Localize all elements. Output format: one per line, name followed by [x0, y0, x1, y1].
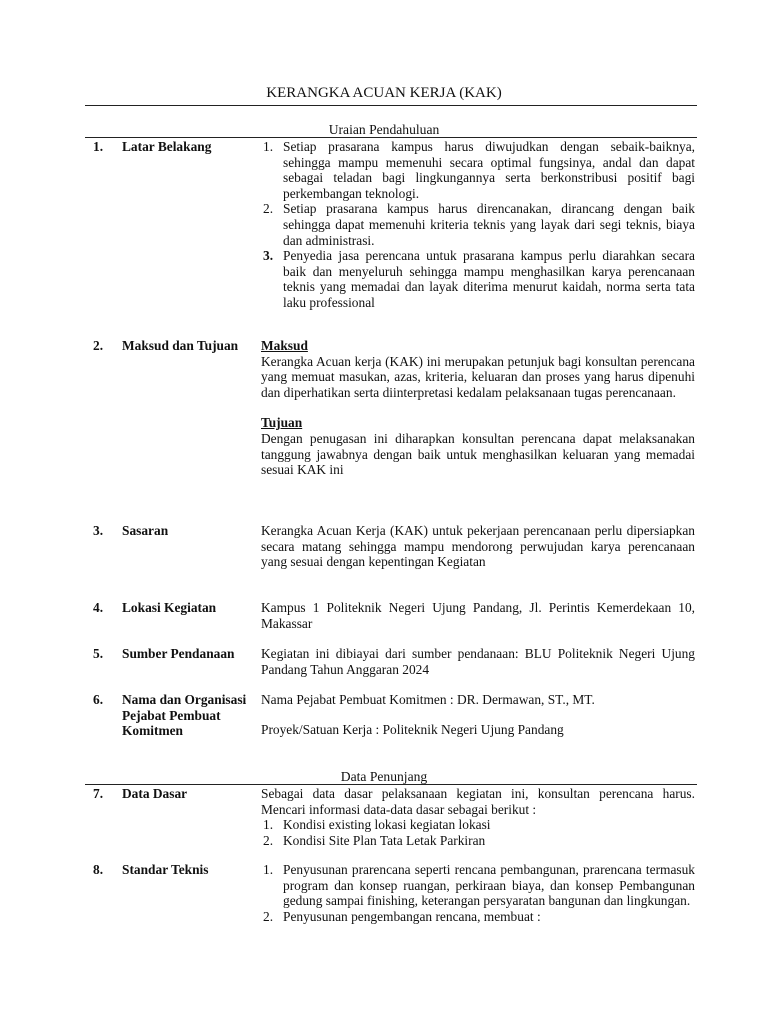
- row-number: 4.: [93, 600, 104, 615]
- data-dasar-text: Sebagai data dasar pelaksanaan kegiatan ini, konsultan perencana harus. Mencari informasi data-data dasar sebagai berikut :: [261, 786, 695, 817]
- list-item-text: Setiap prasarana kampus harus diwujudkan dengan sebaik-baiknya, sehingga mampu memenuhi secara optimal fungsinya, andal dan dapat sebagai teladan bagi lingkungannya serta berkonstribusi positif bagi perkembangan teknologi.: [283, 139, 695, 201]
- list-marker: 1.: [263, 139, 274, 154]
- row-content: [261, 646, 695, 677]
- list-item: [261, 248, 695, 310]
- sasaran-text: Kerangka Acuan Kerja (KAK) untuk pekerjaan perencanaan perlu dipersiapkan secara matang sehingga mampu mendorong perwujudan karya perencanaan yang sesuai dengan kepentingan Kegiatan: [261, 523, 695, 570]
- list-item: [261, 139, 695, 201]
- list-item: [261, 201, 695, 248]
- row-number: 7.: [93, 786, 104, 801]
- list-item: [261, 909, 695, 925]
- list-marker: 2.: [263, 201, 274, 217]
- satuan-kerja: Proyek/Satuan Kerja : Politeknik Negeri Ujung Pandang: [261, 721, 564, 737]
- row-label: Maksud dan Tujuan: [122, 338, 239, 353]
- row-label: Sumber Pendanaan: [122, 646, 235, 661]
- row-label: Sasaran: [122, 523, 169, 538]
- list-item-text: Penyusunan pengembangan rencana, membuat :: [283, 908, 541, 924]
- row-number: 2.: [93, 338, 104, 353]
- list-item-text: Kondisi Site Plan Tata Letak Parkiran: [283, 832, 486, 848]
- maksud-heading: Maksud: [261, 338, 308, 353]
- row-content: [261, 600, 695, 631]
- list-marker: 1.: [263, 817, 274, 833]
- maksud-text: Kerangka Acuan kerja (KAK) ini merupakan petunjuk bagi konsultan perencana yang memuat masukan, azas, kriteria, keluaran dan proses yang harus dipenuhi dan diperhatikan serta diinterpretasi kedalam pelaksanaan tugas perencanaan.: [261, 353, 695, 400]
- row-content: [261, 862, 695, 924]
- document-title: KERANGKA ACUAN KERJA (KAK): [266, 85, 502, 101]
- list-item: [261, 862, 695, 909]
- sumber-text: Kegiatan ini dibiayai dari sumber pendanaan: BLU Politeknik Negeri Ujung Pandang Tahun Anggaran 2024: [261, 646, 695, 677]
- row-content: [261, 523, 695, 570]
- row-number: 3.: [93, 523, 104, 538]
- support-rule: [85, 784, 697, 785]
- row-label: Nama dan Organisasi Pejabat Pembuat Komitmen: [122, 692, 247, 739]
- row-number: 1.: [93, 139, 104, 154]
- list-marker: 2.: [263, 832, 274, 848]
- row-number: 6.: [93, 692, 104, 707]
- section-heading-intro: Uraian Pendahuluan: [328, 122, 440, 137]
- row-label: Lokasi Kegiatan: [122, 600, 217, 615]
- row-label: Standar Teknis: [122, 862, 209, 877]
- list-item-text: Kondisi existing lokasi kegiatan lokasi: [283, 817, 491, 833]
- list-item-text: Penyedia jasa perencana untuk prasarana kampus perlu diarahkan secara baik dan menyeluruh sehingga mampu menghasilkan karya perencanaan teknis yang memadai dan layak diterima menurut kaidah, norma serta tata laku professional: [283, 248, 695, 310]
- row-number: 8.: [93, 862, 104, 877]
- row-content: [261, 139, 695, 311]
- list-marker: 3.: [263, 248, 274, 264]
- title-rule: [85, 105, 697, 106]
- row-content: [261, 338, 695, 478]
- tujuan-text: Dengan penugasan ini diharapkan konsultan perencana dapat melaksanakan tanggung jawabnya dengan baik untuk menghasilkan keluaran yang memadai sesuai KAK ini: [261, 430, 695, 478]
- row-number: 5.: [93, 646, 104, 661]
- list-marker: 1.: [263, 862, 274, 877]
- section-heading-support: Data Penunjang: [340, 769, 428, 784]
- lokasi-text: Kampus 1 Politeknik Negeri Ujung Pandang, Jl. Perintis Kemerdekaan 10, Makassar: [261, 600, 695, 631]
- intro-rule: [85, 137, 697, 138]
- list-item-text: Setiap prasarana kampus harus direncanakan, dirancang dengan baik sehingga dapat memenuhi kriteria teknis yang layak dari segi teknis, biaya dan administrasi.: [283, 201, 695, 248]
- list-item: [261, 833, 695, 849]
- tujuan-heading: Tujuan: [261, 415, 303, 431]
- list-item: [261, 817, 695, 833]
- list-item-text: Penyusunan prarencana seperti rencana pembangunan, prarencana termasuk program dan konsep ruangan, perkiraan biaya, dan konsep Pembangunan gedung sampai finishing, keterangan persyaratan bangunan dan lingkungan.: [283, 862, 695, 909]
- row-content: [261, 692, 695, 737]
- list-marker: 2.: [263, 908, 274, 924]
- row-content: [261, 786, 695, 848]
- row-label: Latar Belakang: [122, 139, 212, 154]
- row-label: Data Dasar: [122, 786, 188, 801]
- pejabat-name: Nama Pejabat Pembuat Komitmen : DR. Dermawan, ST., MT.: [261, 692, 595, 707]
